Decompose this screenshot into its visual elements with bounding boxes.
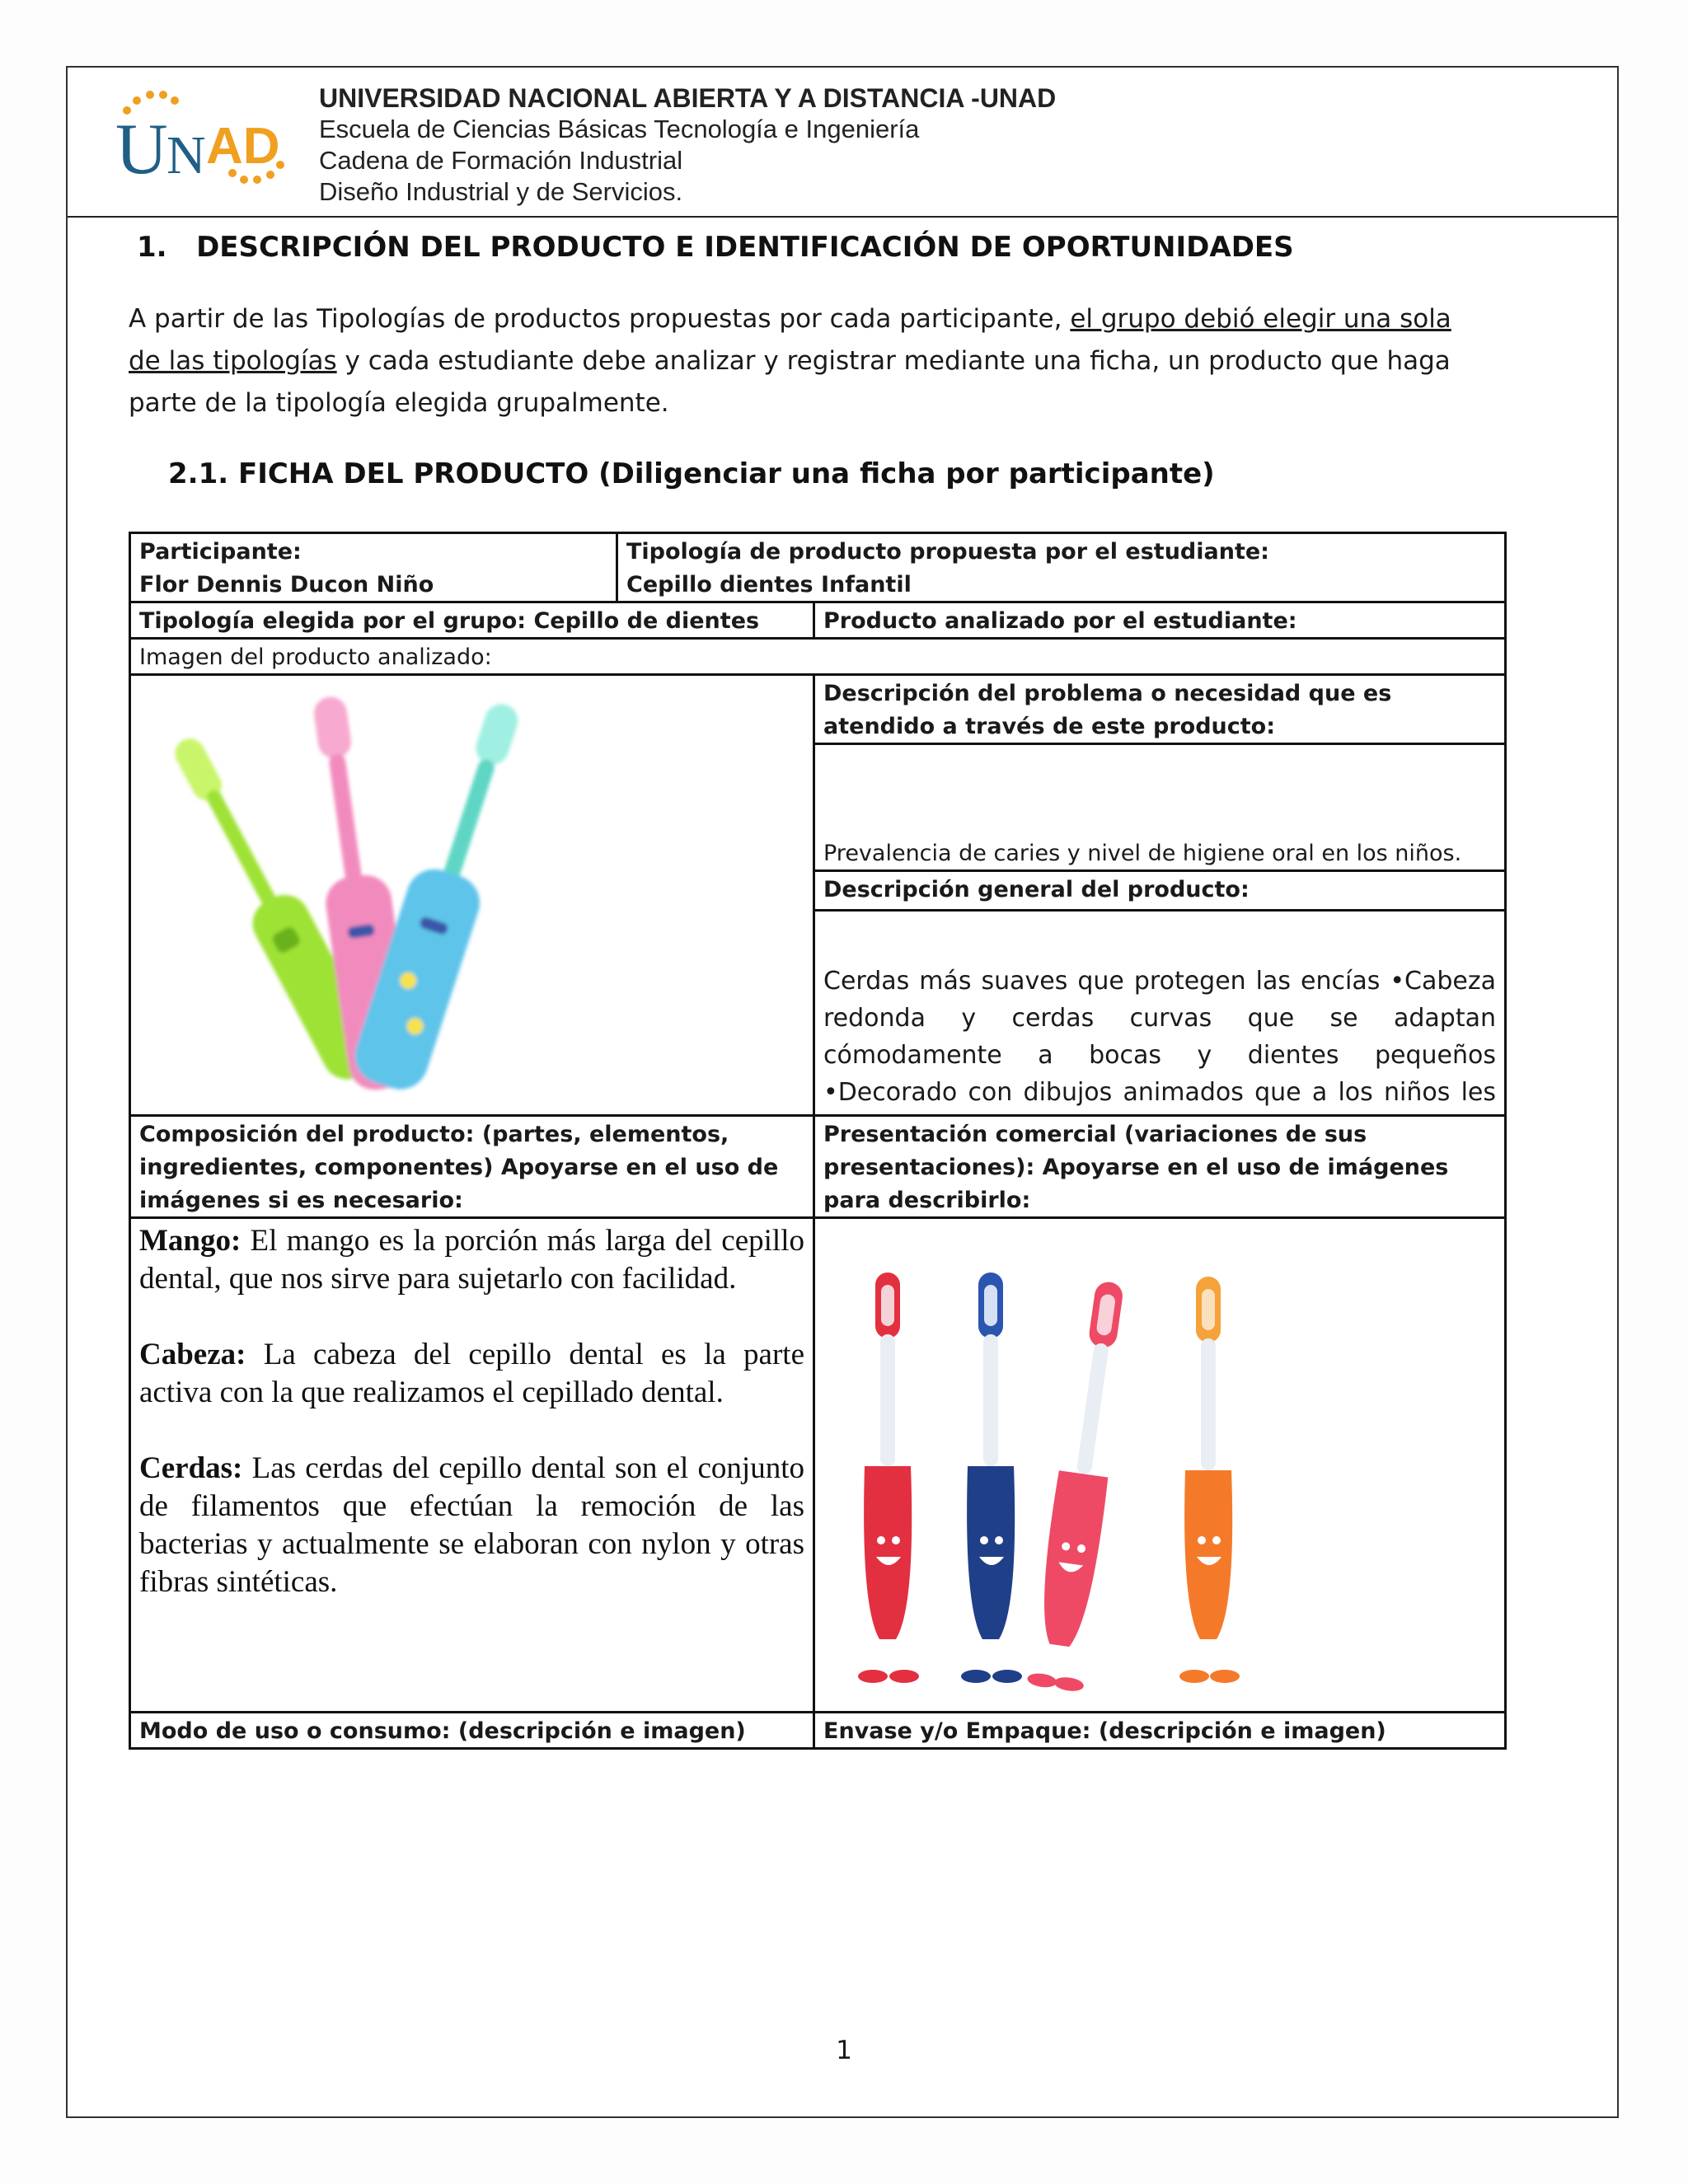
svg-text:N: N — [166, 125, 206, 185]
ficha-title: 2.1. FICHA DEL PRODUCTO (Diligenciar una ficha por participante) — [168, 457, 1215, 490]
general-description-label: Descripción general del producto: — [813, 869, 1507, 912]
navy-toothbrush — [961, 1272, 1022, 1683]
proposed-typology-value: Cepillo dientes Infantil — [626, 572, 912, 598]
handle-part — [139, 1222, 804, 1298]
composition-content — [129, 1216, 815, 1713]
university-name: UNIVERSIDAD NACIONAL ABIERTA Y A DISTANCIA -UNAD — [319, 83, 1057, 113]
general-description-text: Cerdas más suaves que protegen las encías •Cabeza redonda y cerdas curvas que se adaptan cómodamente a bocas y dientes pequeños •Decorado con dibujos animados que a los niños les — [813, 909, 1507, 1117]
svg-text:U: U — [115, 110, 168, 190]
participant-label: Participante: — [139, 539, 302, 565]
kids-toothbrushes-image — [131, 676, 813, 1114]
svg-text:AD: AD — [206, 118, 280, 175]
problem-label-cell: Descripción del problema o necesidad que es atendido a través de este producto: — [813, 673, 1507, 745]
head-part — [139, 1336, 804, 1412]
presentation-label: Presentación comercial (variaciones de sus presentaciones): Apoyarse en el uso de imágenes para describirlo: — [813, 1114, 1507, 1219]
participant-name: Flor Dennis Ducon Niño — [139, 572, 434, 598]
unad-logo — [109, 82, 298, 198]
presentation-image-cell — [813, 1216, 1507, 1713]
document-header — [68, 68, 1617, 218]
red-toothbrush — [858, 1272, 919, 1683]
school-name: Escuela de Ciencias Básicas Tecnología e Ingeniería — [319, 115, 920, 143]
intro-text-1: A partir de las Tipologías de productos propuestas por cada participante, — [129, 304, 1071, 334]
bristles-part — [139, 1450, 804, 1601]
usage-mode-label: Modo de uso o consumo: (descripción e imagen) — [129, 1711, 815, 1750]
page-number: 1 — [836, 2036, 852, 2065]
section-title: 1. DESCRIPCIÓN DEL PRODUCTO E IDENTIFICACIÓN DE OPORTUNIDADES — [137, 231, 1294, 264]
proposed-typology-cell — [616, 532, 1507, 603]
pink-toothbrush — [1026, 1278, 1140, 1693]
packaging-label: Envase y/o Empaque: (descripción e imagen) — [813, 1711, 1507, 1750]
analyzed-product-cell: Producto analizado por el estudiante: — [813, 601, 1507, 640]
group-typology-cell: Tipología elegida por el grupo: Cepillo de dientes — [129, 601, 815, 640]
product-image-label: Imagen del producto analizado: — [129, 637, 1507, 676]
participant-cell — [129, 532, 618, 603]
product-image-cell — [129, 673, 815, 1117]
handle-text: El mango es la porción más larga del cepillo dental, que nos sirve para sujetarlo con facilidad. — [139, 1224, 804, 1296]
intro-paragraph — [129, 298, 1489, 424]
problem-description: Prevalencia de caries y nivel de higiene oral en los niños. — [813, 743, 1507, 872]
composition-label: Composición del producto: (partes, elementos, ingredientes, componentes) Apoyarse en el uso de imágenes si es necesario: — [129, 1114, 815, 1219]
bristles-term: Cerdas: — [139, 1451, 243, 1485]
head-text: La cabeza del cepillo dental es la parte activa con la que realizamos el cepillado dental. — [139, 1338, 804, 1409]
intro-text-underlined: el grupo debió elegir una sola de las tipologías — [129, 304, 1451, 376]
toothbrush-variants-image — [815, 1219, 1504, 1711]
program-chain: Cadena de Formación Industrial — [319, 146, 683, 175]
head-term: Cabeza: — [139, 1338, 246, 1371]
orange-toothbrush — [1179, 1277, 1240, 1683]
bristles-text: Las cerdas del cepillo dental son el conjunto de filamentos que efectúan la remoción de las bacterias y actualmente se elaboran con nylon y otras fibras sintéticas. — [139, 1451, 804, 1599]
program-name: Diseño Industrial y de Servicios. — [319, 177, 683, 206]
handle-term: Mango: — [139, 1224, 241, 1258]
proposed-typology-label: Tipología de producto propuesta por el estudiante: — [626, 539, 1269, 565]
intro-text-2: y cada estudiante debe analizar y registrar mediante una ficha, un producto que haga parte de la tipología elegida grupalmente. — [129, 346, 1451, 418]
